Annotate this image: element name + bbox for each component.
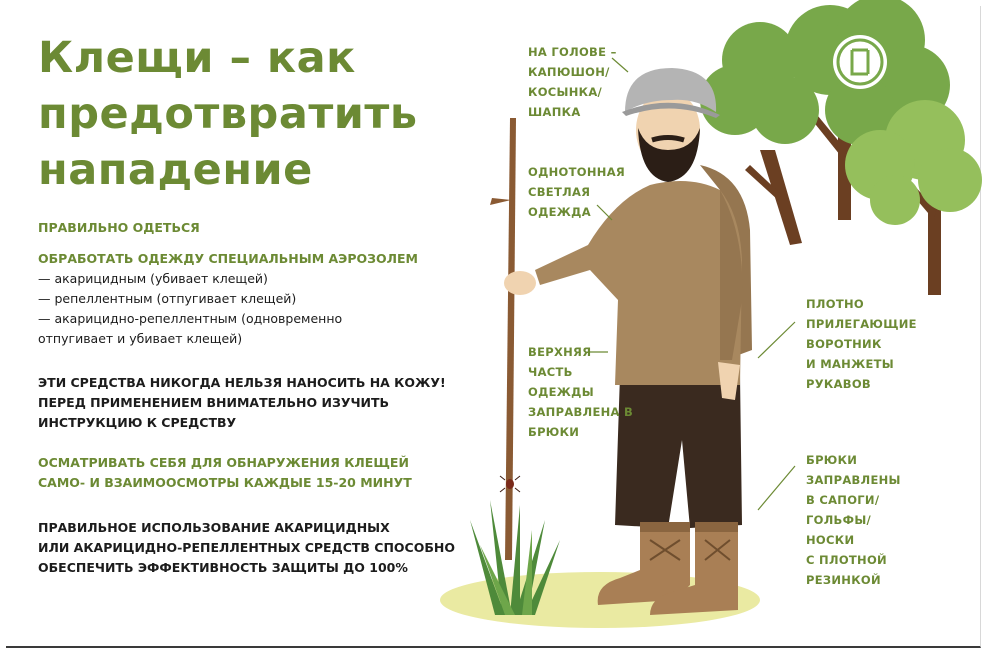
label-head-line: КОСЫНКА/ xyxy=(528,85,603,99)
spray-item: отпугивает и убивает клещей) xyxy=(38,331,243,346)
title-line-3: нападение xyxy=(38,145,313,195)
label-upper-line: ЗАПРАВЛЕНА В xyxy=(528,405,634,419)
spray-item: — акарицидно-репеллентным (одновременно xyxy=(38,311,343,326)
warning-line: ЭТИ СРЕДСТВА НИКОГДА НЕЛЬЗЯ НАНОСИТЬ НА КОЖУ! xyxy=(38,375,446,390)
title-line-2: предотвратить xyxy=(38,89,418,139)
label-head-line: ШАПКА xyxy=(528,105,581,119)
inspect-line: САМО- И ВЗАИМООСМОТРЫ КАЖДЫЕ 15-20 МИНУТ xyxy=(38,475,412,490)
inspect-line: ОСМАТРИВАТЬ СЕБЯ ДЛЯ ОБНАРУЖЕНИЯ КЛЕЩЕЙ xyxy=(38,455,409,470)
label-upper-line: ЧАСТЬ xyxy=(528,365,573,379)
spray-item: — репеллентным (отпугивает клещей) xyxy=(38,291,297,306)
label-trousers-line: С ПЛОТНОЙ xyxy=(806,553,887,567)
efficiency-line: ПРАВИЛЬНОЕ ИСПОЛЬЗОВАНИЕ АКАРИЦИДНЫХ xyxy=(38,520,390,535)
efficiency-line: ОБЕСПЕЧИТЬ ЭФФЕКТИВНОСТЬ ЗАЩИТЫ ДО 100% xyxy=(38,560,408,575)
label-trousers-line: ЗАПРАВЛЕНЫ xyxy=(806,473,901,487)
label-trousers-line: В САПОГИ/ xyxy=(806,493,880,507)
label-collar-line: ПЛОТНО xyxy=(806,297,864,311)
label-clothes xyxy=(528,162,625,222)
label-trousers-line: ГОЛЬФЫ/ xyxy=(806,513,872,527)
dress-heading: ПРАВИЛЬНО ОДЕТЬСЯ xyxy=(38,220,200,235)
label-trousers-line: БРЮКИ xyxy=(806,453,858,467)
organization-logo xyxy=(833,35,887,89)
label-clothes-line: СВЕТЛАЯ xyxy=(528,185,591,199)
label-head xyxy=(528,42,617,122)
label-upper-line: БРЮКИ xyxy=(528,425,580,439)
spray-heading: ОБРАБОТАТЬ ОДЕЖДУ СПЕЦИАЛЬНЫМ АЭРОЗОЛЕМ xyxy=(38,251,418,266)
spray-item: — акарицидным (убивает клещей) xyxy=(38,271,268,286)
label-head-line: КАПЮШОН/ xyxy=(528,65,610,79)
label-clothes-line: ОДЕЖДА xyxy=(528,205,591,219)
label-head-line: НА ГОЛОВЕ – xyxy=(528,45,617,59)
label-collar-line: И МАНЖЕТЫ xyxy=(806,357,894,371)
label-collar-line: РУКАВОВ xyxy=(806,377,872,391)
label-trousers-line: РЕЗИНКОЙ xyxy=(806,573,881,587)
label-collar-line: ПРИЛЕГАЮЩИЕ xyxy=(806,317,917,331)
label-trousers xyxy=(806,450,901,590)
label-upper-line: ВЕРХНЯЯ xyxy=(528,345,592,359)
title-line-1: Клещи – как xyxy=(38,33,356,83)
label-upper-line: ОДЕЖДЫ xyxy=(528,385,594,399)
label-collar xyxy=(806,294,917,394)
label-upper xyxy=(528,342,633,442)
warning-line: ПЕРЕД ПРИМЕНЕНИЕМ ВНИМАТЕЛЬНО ИЗУЧИТЬ xyxy=(38,395,390,410)
efficiency-line: ИЛИ АКАРИЦИДНО-РЕПЕЛЛЕНТНЫХ СРЕДСТВ СПОСОБНО xyxy=(38,540,455,555)
label-trousers-line: НОСКИ xyxy=(806,533,855,547)
label-collar-line: ВОРОТНИК xyxy=(806,337,882,351)
label-clothes-line: ОДНОТОННАЯ xyxy=(528,165,626,179)
walking-stick xyxy=(505,118,516,560)
left-hand xyxy=(504,271,536,295)
warning-line: ИНСТРУКЦИЮ К СРЕДСТВУ xyxy=(38,415,237,430)
boots xyxy=(598,522,738,615)
